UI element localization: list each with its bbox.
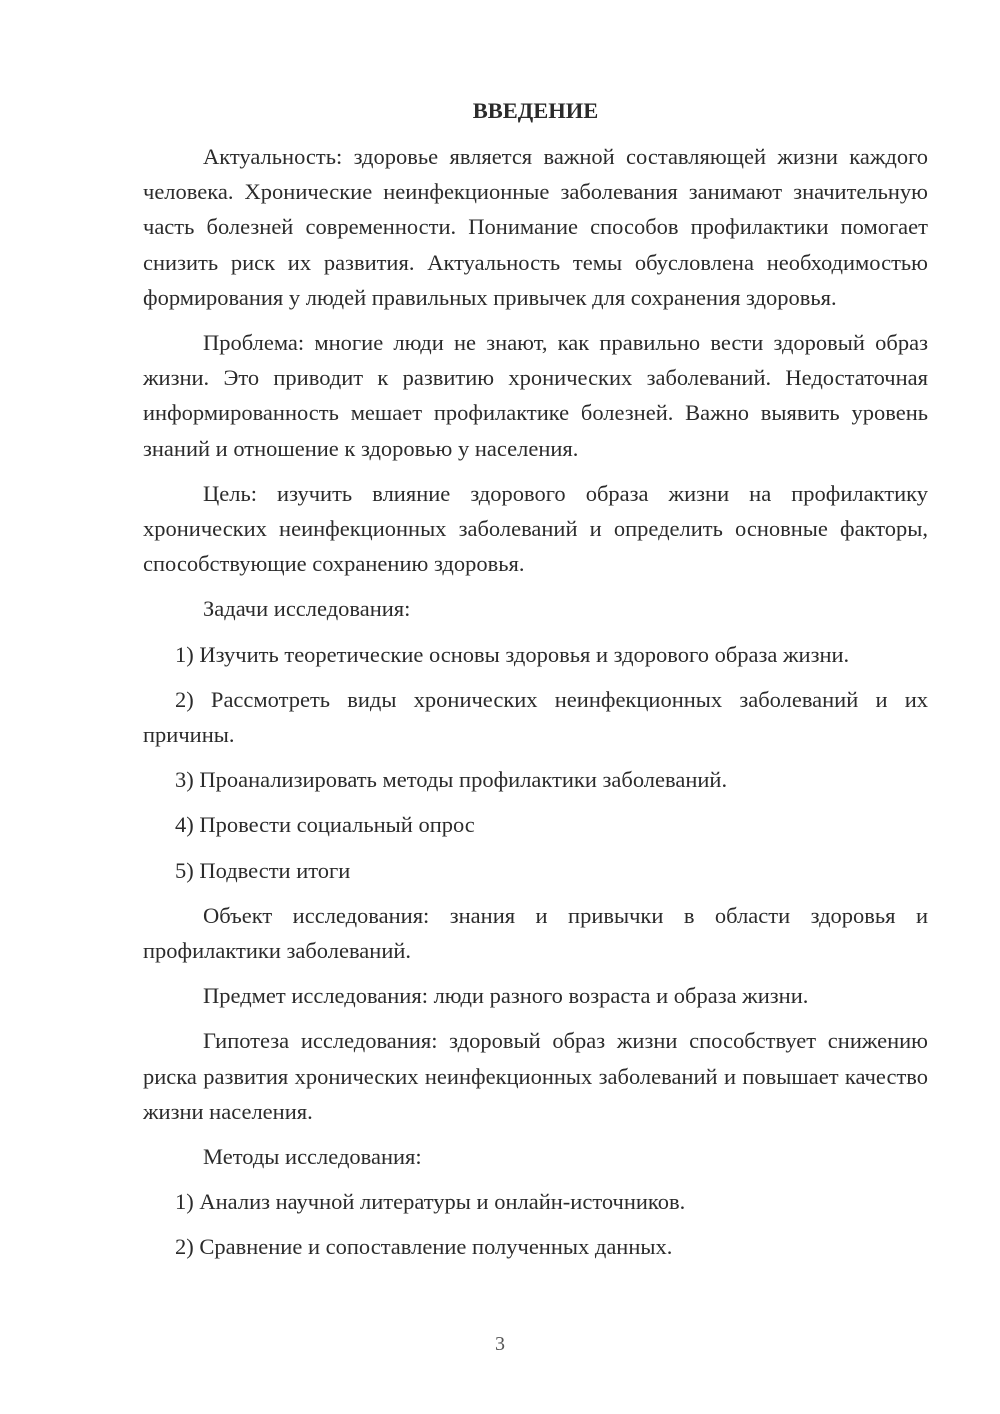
document-page xyxy=(143,95,928,1275)
task-item-1: 1) Изучить теоретические основы здоровья и здорового образа жизни. xyxy=(175,641,850,667)
paragraph-goal: Цель: изучить влияние здорового образа жизни на профилактику хронических неинфекционных заболеваний и определить основные факторы, способствующие сохранению здоровья. xyxy=(143,480,928,577)
paragraph-problem: Проблема: многие люди не знают, как правильно вести здоровый образ жизни. Это приводит к развитию хронических заболеваний. Недостаточная информированность мешает профилактике болезней. Важно выявить уровень знаний и отношение к здоровью у населения. xyxy=(143,330,928,461)
paragraph-relevance: Актуальность: здоровье является важной составляющей жизни каждого человека. Хронические неинфекционные заболевания занимают значительную часть болезней современности. Понимание способов профилактики помогает снизить риск их развития. Актуальность темы обусловлена необходимостью формирования у людей правильных привычек для сохранения здоровья. xyxy=(143,144,928,310)
task-item-5: 5) Подвести итоги xyxy=(175,857,351,883)
methods-heading: Методы исследования: xyxy=(203,1144,422,1170)
section-title: ВВЕДЕНИЕ xyxy=(472,98,599,123)
page-number: 3 xyxy=(495,1333,505,1355)
method-item-1: 1) Анализ научной литературы и онлайн-источников. xyxy=(175,1189,686,1215)
task-item-2: 2) Рассмотреть виды хронических неинфекционных заболеваний и их причины. xyxy=(143,686,928,748)
method-item-2: 2) Сравнение и сопоставление полученных данных. xyxy=(175,1234,673,1260)
paragraph-object: Объект исследования: знания и привычки в области здоровья и профилактики заболеваний. xyxy=(143,902,928,964)
paragraph-hypothesis: Гипотеза исследования: здоровый образ жизни способствует снижению риска развития хронических неинфекционных заболеваний и повышает качество жизни населения. xyxy=(143,1028,928,1124)
task-item-4: 4) Провести социальный опрос xyxy=(175,812,475,838)
tasks-heading: Задачи исследования: xyxy=(203,596,411,622)
task-item-3: 3) Проанализировать методы профилактики заболеваний. xyxy=(175,767,728,793)
paragraph-subject: Предмет исследования: люди разного возраста и образа жизни. xyxy=(203,983,809,1009)
